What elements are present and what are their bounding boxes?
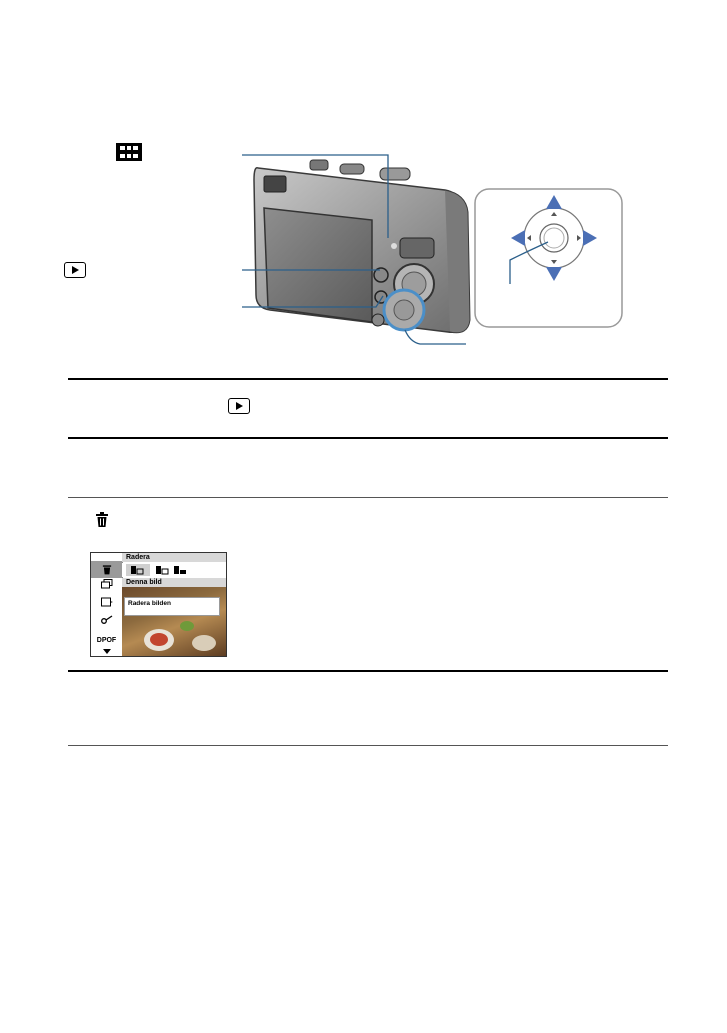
trash-icon [95,512,109,528]
menu-trash-icon [91,561,122,578]
menu-down-arrow-icon [91,644,122,657]
four-way-control-icon [474,188,623,328]
menu-section: Denna bild [122,578,227,587]
menu-slideshow-icon [91,579,122,596]
menu-icon-column [91,553,123,656]
step-1-top-rule [68,378,668,380]
menu-dpof-label: DPOF [96,637,117,644]
step-4-top-rule [68,670,668,672]
playback-triangle-icon [228,398,250,414]
menu-header: Radera [122,553,227,562]
delete-image-popup: Radera bilden [124,597,220,616]
step-2-top-rule [68,437,668,439]
delete-option-row [122,563,227,577]
step-3-top-rule [68,497,668,498]
step-4-bottom-rule [68,745,668,746]
menu-resize-icon [91,597,122,614]
delete-menu-screen [90,552,227,657]
menu-key-icon [91,615,122,632]
